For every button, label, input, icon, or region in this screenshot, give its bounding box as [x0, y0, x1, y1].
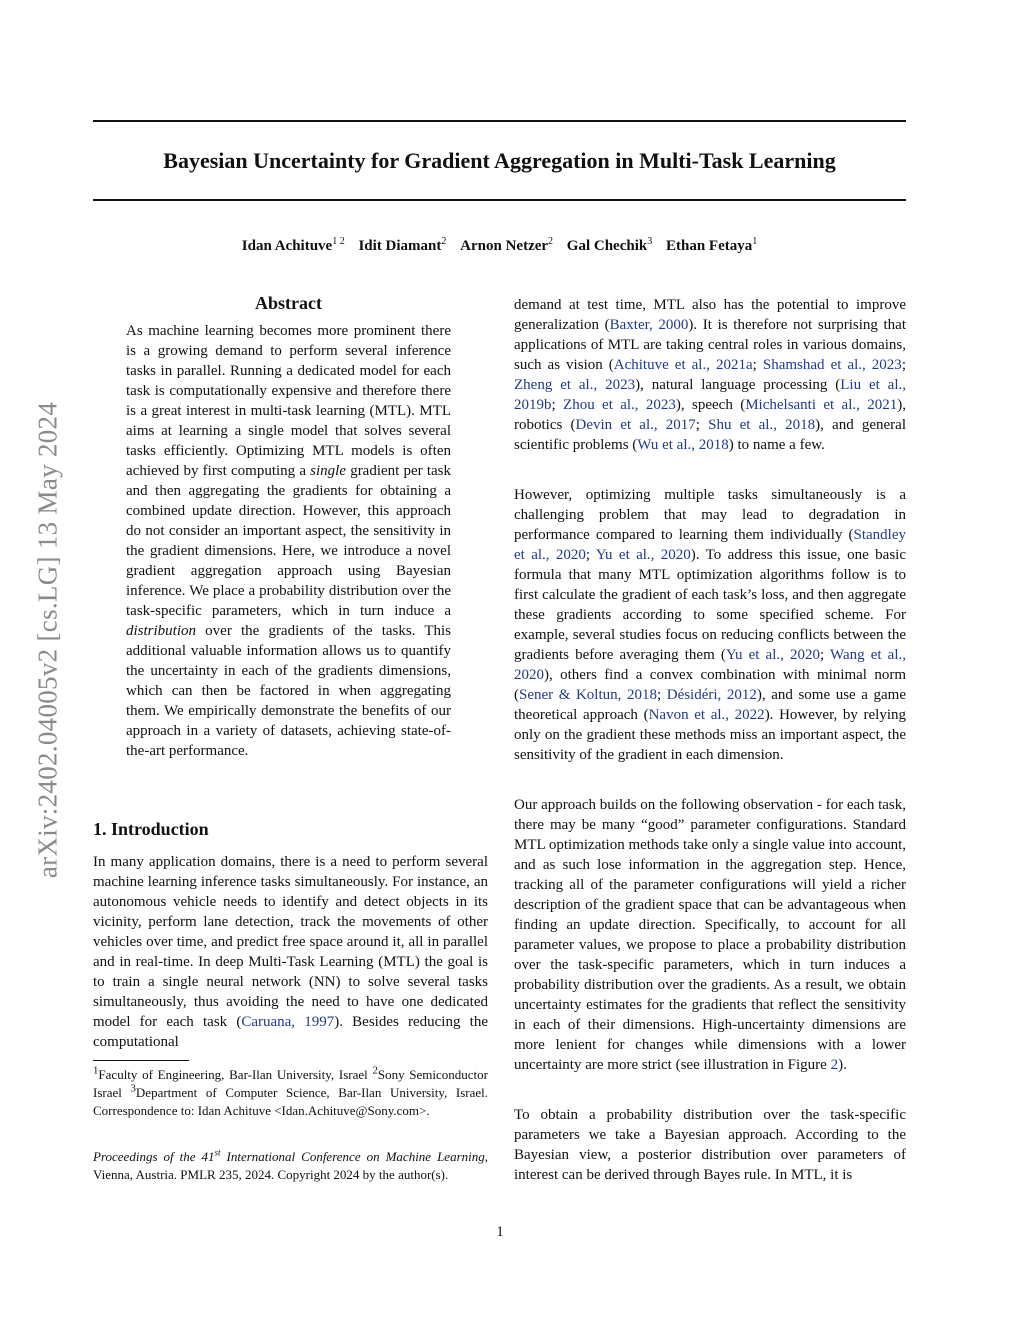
citation-link[interactable]: Achituve et al., 2021a: [613, 357, 753, 373]
abstract-heading: Abstract: [255, 293, 322, 313]
citation-link[interactable]: Wang et al., 2020: [514, 647, 906, 683]
intro-paragraph-col2-1: demand at test time, MTL also has the potential to improve generalization (Baxter, 2000). It is therefore not surprising that applications of MTL are taking central roles in various domains, such as vision (Achituve et al., 2021a; Shamshad et al., 2023; Zheng et al., 2023), natural language processing (Liu et al., 2019b; Zhou et al., 2023), speech (Michelsanti et al., 2021), robotics (Devin et al., 2017; Shu et al., 2018), and general scientific problems (Wu et al., 2018) to name a few.: [514, 297, 907, 453]
section-heading-introduction: 1. Introduction: [93, 819, 209, 839]
arxiv-sidebar-stamp: arXiv:2402.04005v2 [cs.LG] 13 May 2024: [32, 401, 63, 879]
author: Gal Chechik$^3$: [566, 236, 653, 254]
citation-link[interactable]: Désidéri, 2012: [666, 687, 757, 703]
citation-link[interactable]: Sener & Koltun, 2018: [519, 687, 657, 703]
citation-link[interactable]: Devin et al., 2017: [575, 417, 696, 433]
citation-link[interactable]: Shu et al., 2018: [708, 417, 816, 433]
intro-paragraph-col2-4: To obtain a probability distribution over the task-specific parameters we take a Bayesian approach. According to the Bayesian view, a posterior distribution over parameters of interest can be derived through Bayes rule. In MTL, it is: [514, 1107, 906, 1183]
citation-link[interactable]: Liu et al., 2019b: [514, 377, 906, 413]
citation-link[interactable]: Shamshad et al., 2023: [762, 357, 902, 373]
affiliation-footnote: $^1$Faculty of Engineering, Bar-Ilan University, Israel $^2$Sony Semiconductor Israel $^3$Department of Computer Science, Bar-Ilan University, Israel. Correspondence to: Idan Achituve <Idan.Achituve@Sony.com>.: [93, 1064, 488, 1118]
citation-link[interactable]: Caruana, 1997: [241, 1014, 335, 1030]
author-list: [93, 236, 906, 256]
citation-link[interactable]: Yu et al., 2020: [595, 547, 691, 563]
citation-link[interactable]: Yu et al., 2020: [725, 647, 820, 663]
title-bottom-rule: [93, 199, 906, 201]
author: Ethan Fetaya$^1$: [665, 236, 758, 254]
author: Arnon Netzer$^2$: [460, 236, 554, 254]
citation-link[interactable]: Wu et al., 2018: [637, 437, 729, 453]
citation-link[interactable]: Zheng et al., 2023: [514, 377, 636, 393]
citation-link[interactable]: Zhou et al., 2023: [563, 397, 676, 413]
proceedings-note: Proceedings of the 41st International Conference on Machine Learning, Vienna, Austria. PMLR 235, 2024. Copyright 2024 by the author(s).: [93, 1147, 488, 1182]
top-rule: [93, 120, 906, 122]
author: Idan Achituve$^{1 2}$: [241, 236, 345, 254]
figure-reference-link[interactable]: 2: [830, 1057, 839, 1073]
citation-link[interactable]: Michelsanti et al., 2021: [745, 397, 898, 413]
footnote-rule: [93, 1060, 189, 1061]
abstract-text: As machine learning becomes more prominent there is a growing demand to perform several inference tasks in parallel. Running a dedicated model for each task is computationally expensive and therefore there is a great interest in multi-task learning (MTL). MTL aims at learning a single model that solves several tasks efficiently. Optimizing MTL models is often achieved by first computing a single gradient per task and then aggregating the gradients for obtaining a combined update direction. However, this approach do not consider an important aspect, the sensitivity in the gradient dimensions. Here, we introduce a novel gradient aggregation approach using Bayesian inference. We place a probability distribution over the task-specific parameters, which in turn induce a distribution over the gradients of the tasks. This additional valuable information allows us to quantify the uncertainty in each of the gradients dimensions, which can then be factored in when aggregating them. We empirically demonstrate the benefits of our approach in a variety of datasets, achieving state-of-the-art performance.: [126, 323, 452, 759]
citation-link[interactable]: Navon et al., 2022: [648, 707, 765, 723]
citation-link[interactable]: Standley et al., 2020: [514, 527, 906, 563]
page-number: 1: [496, 1224, 504, 1240]
intro-paragraph-col2-3: Our approach builds on the following observation - for each task, there may be many “good” parameter configurations. Standard MTL optimization methods take only a single value into account, and as such lose information in the aggregation step. Hence, tracking all of the parameter configurations will yield a richer description of the gradient space that can be advantageous when finding an update direction. Specifically, to account for all parameter values, we propose to place a probability distribution over the task-specific parameters, which in turn induces a probability distribution over the gradients. As a result, we obtain uncertainty estimates for the gradients that reflect the sensitivity in each of their dimensions. High-uncertainty dimensions are more lenient for changes while dimensions with a lower uncertainty are more strict (see illustration in Figure 2).: [514, 797, 906, 1073]
citation-link[interactable]: Baxter, 2000: [609, 317, 689, 333]
paper-title: Bayesian Uncertainty for Gradient Aggregation in Multi-Task Learning: [163, 148, 836, 173]
intro-paragraph-col2-2: However, optimizing multiple tasks simultaneously is a challenging problem that may lead to degradation in performance compared to learning them individually (Standley et al., 2020; Yu et al., 2020). To address this issue, one basic formula that many MTL optimization algorithms follow is to first calculate the gradient of each task’s loss, and then aggregate these gradients according to some specified scheme. For example, several studies focus on reducing conflicts between the gradients before averaging them (Yu et al., 2020; Wang et al., 2020), others find a convex combination with minimal norm (Sener & Koltun, 2018; Désidéri, 2012), and some use a game theoretical approach (Navon et al., 2022). However, by relying only on the gradient these methods miss an important aspect, the sensitivity of the gradient in each dimension.: [514, 487, 907, 763]
author: Idit Diamant$^2$: [358, 236, 447, 254]
intro-paragraph: In many application domains, there is a need to perform several machine learning inference tasks simultaneously. For instance, an autonomous vehicle needs to identify and detect objects in its vicinity, perform lane detection, track the movements of other vehicles over time, and predict free space around it, all in parallel and in real-time. In deep Multi-Task Learning (MTL) the goal is to train a single neural network (NN) to solve several tasks simultaneously, thus avoiding the need to have one dedicated model for each task (Caruana, 1997). Besides reducing the computational: [93, 854, 488, 1050]
